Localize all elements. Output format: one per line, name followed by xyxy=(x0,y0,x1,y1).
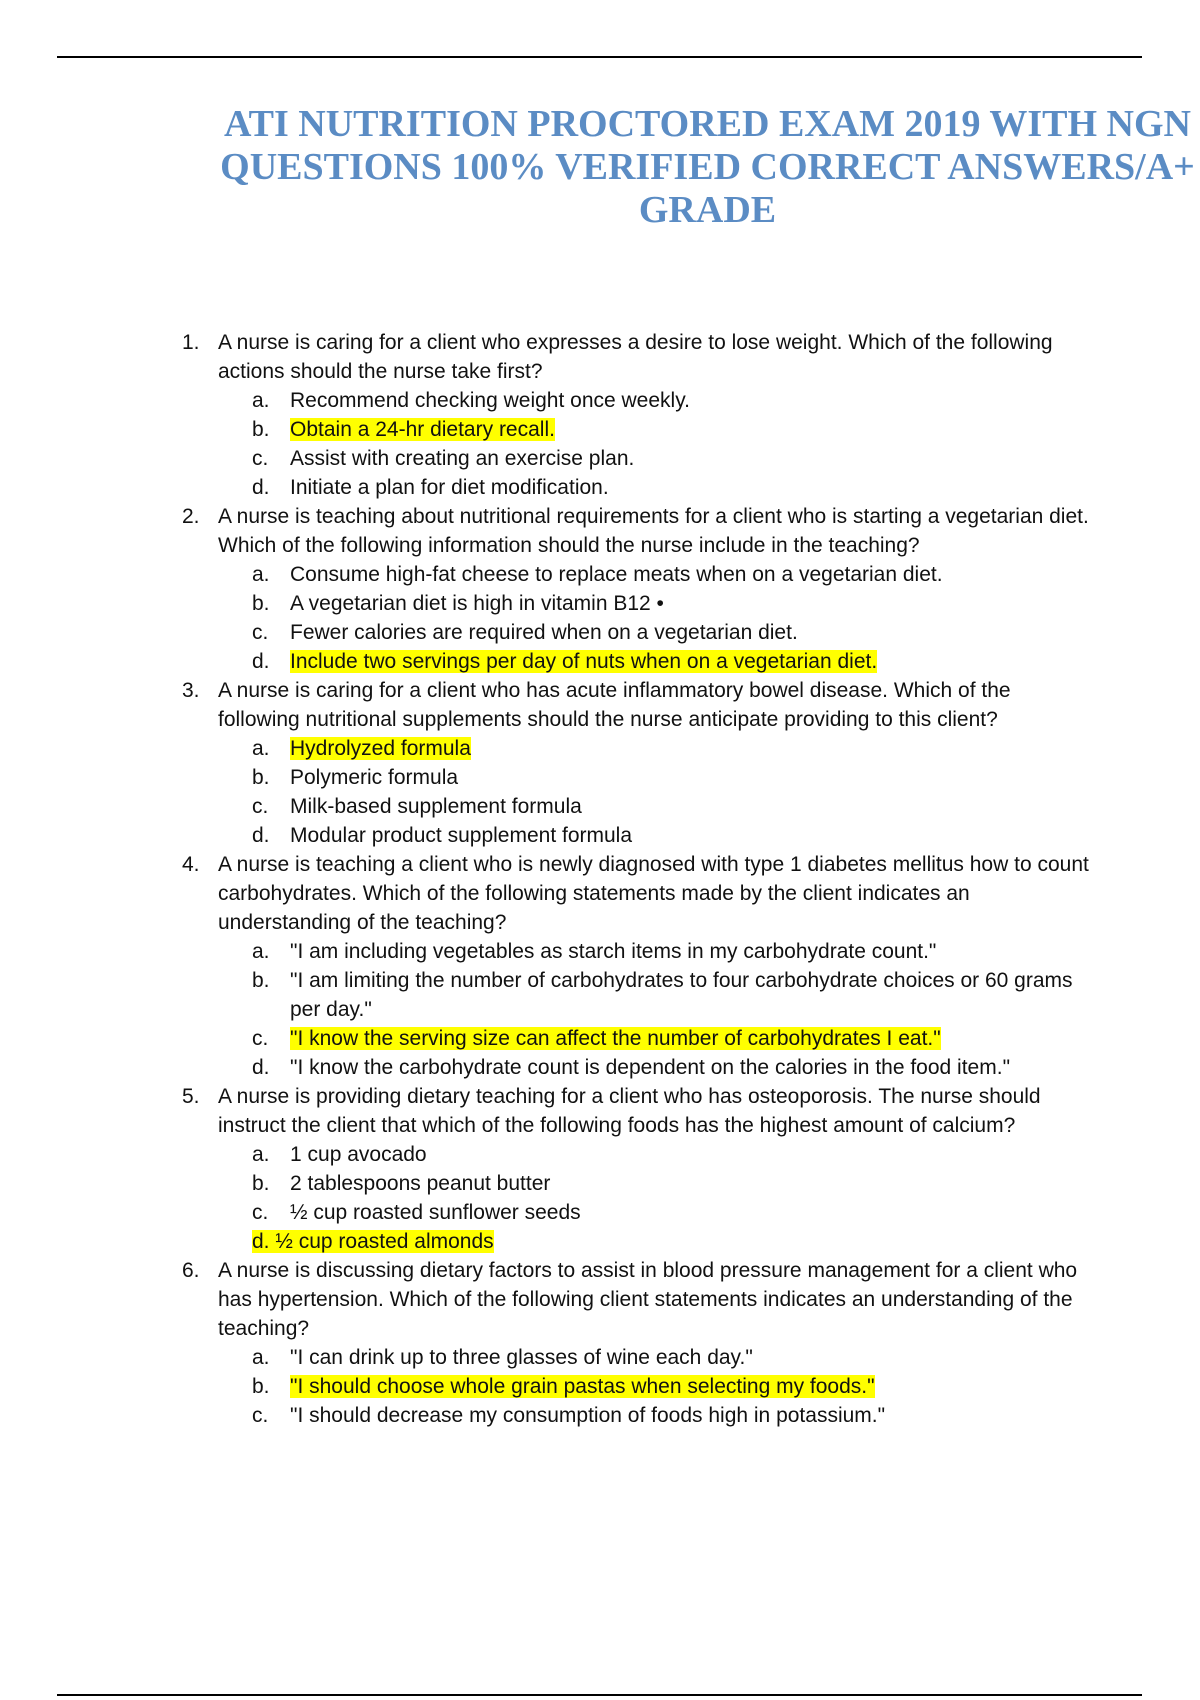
option-item-correct xyxy=(218,647,1096,676)
option-list xyxy=(218,1140,1096,1256)
option-text-highlighted: "I should choose whole grain pastas when selecting my foods." xyxy=(290,1375,875,1398)
option-letter: c. xyxy=(252,1201,269,1224)
option-item xyxy=(218,763,1096,792)
option-text: "I am limiting the number of carbohydrates to four carbohydrate choices or 60 grams per day." xyxy=(290,969,1073,1021)
option-letter: a. xyxy=(252,1143,270,1166)
option-text: Fewer calories are required when on a vegetarian diet. xyxy=(290,621,798,644)
option-item xyxy=(218,589,1096,618)
option-letter: b. xyxy=(252,766,270,789)
option-text: "I know the carbohydrate count is dependent on the calories in the food item." xyxy=(290,1056,1011,1079)
option-letter: c. xyxy=(252,447,269,470)
option-item xyxy=(218,966,1096,1024)
option-text: "I should decrease my consumption of foods high in potassium." xyxy=(290,1404,886,1427)
option-letter: b. xyxy=(252,1172,270,1195)
option-text: Initiate a plan for diet modification. xyxy=(290,476,609,499)
question-item xyxy=(176,850,1096,1082)
question-stem: A nurse is providing dietary teaching for a client who has osteoporosis. The nurse should instruct the client that which of the following foods has the highest amount of calcium? xyxy=(218,1085,1041,1137)
option-item-correct xyxy=(218,1227,1096,1256)
question-list xyxy=(176,328,1096,1430)
option-text: "I am including vegetables as starch items in my carbohydrate count." xyxy=(290,940,937,963)
option-text-highlighted: Obtain a 24-hr dietary recall. xyxy=(290,418,555,441)
option-list xyxy=(218,734,1096,850)
question-stem: A nurse is caring for a client who has acute inflammatory bowel disease. Which of the following nutritional supplements should the nurse anticipate providing to this client? xyxy=(218,679,1011,731)
question-number: 4. xyxy=(182,853,200,876)
option-letter: c. xyxy=(252,795,269,818)
question-stem: A nurse is caring for a client who expresses a desire to lose weight. Which of the following actions should the nurse take first? xyxy=(218,331,1053,383)
option-letter: a. xyxy=(252,563,270,586)
question-stem: A nurse is teaching a client who is newly diagnosed with type 1 diabetes mellitus how to count carbohydrates. Which of the following statements made by the client indicates an understanding of the teaching? xyxy=(218,853,1089,934)
option-item xyxy=(218,618,1096,647)
option-text: Consume high-fat cheese to replace meats when on a vegetarian diet. xyxy=(290,563,943,586)
question-number: 3. xyxy=(182,679,200,702)
option-letter: b. xyxy=(252,969,270,992)
option-letter: d. xyxy=(252,1230,270,1253)
option-letter: b. xyxy=(252,592,270,615)
option-letter: a. xyxy=(252,1346,270,1369)
option-letter: d. xyxy=(252,476,270,499)
question-number: 6. xyxy=(182,1259,200,1282)
option-letter: b. xyxy=(252,1375,270,1398)
option-text: Milk-based supplement formula xyxy=(290,795,582,818)
option-text: "I can drink up to three glasses of wine each day." xyxy=(290,1346,753,1369)
option-item-correct xyxy=(218,415,1096,444)
option-item-correct xyxy=(218,1024,1096,1053)
question-item xyxy=(176,676,1096,850)
question-stem: A nurse is discussing dietary factors to assist in blood pressure management for a client who has hypertension. Which of the following client statements indicates an understanding of the teaching? xyxy=(218,1259,1078,1340)
option-text: Polymeric formula xyxy=(290,766,459,789)
option-highlight-block xyxy=(252,1230,494,1253)
option-letter: d. xyxy=(252,1056,270,1079)
option-item xyxy=(218,1198,1096,1227)
option-item xyxy=(218,386,1096,415)
question-number: 2. xyxy=(182,505,200,528)
question-item xyxy=(176,502,1096,676)
option-letter: b. xyxy=(252,418,270,441)
option-list xyxy=(218,937,1096,1082)
option-item xyxy=(218,1053,1096,1082)
question-item xyxy=(176,1082,1096,1256)
option-text: A vegetarian diet is high in vitamin B12 • xyxy=(290,592,664,615)
option-text-highlighted: Include two servings per day of nuts when on a vegetarian diet. xyxy=(290,650,878,673)
question-stem: A nurse is teaching about nutritional requirements for a client who is starting a vegetarian diet. Which of the following information should the nurse include in the teaching? xyxy=(218,505,1089,557)
option-letter: c. xyxy=(252,1404,269,1427)
option-letter: c. xyxy=(252,1027,269,1050)
option-letter: d. xyxy=(252,824,270,847)
option-text-highlighted: Hydrolyzed formula xyxy=(290,737,471,760)
option-letter: c. xyxy=(252,621,269,644)
option-letter: a. xyxy=(252,389,270,412)
option-text: 1 cup avocado xyxy=(290,1143,427,1166)
option-text: Assist with creating an exercise plan. xyxy=(290,447,635,470)
option-item xyxy=(218,444,1096,473)
option-item xyxy=(218,1343,1096,1372)
question-item xyxy=(176,328,1096,502)
document-title: ATI NUTRITION PROCTORED EXAM 2019 WITH NGN QUESTIONS 100% VERIFIED CORRECT ANSWERS/A+ GRADE xyxy=(220,103,1195,231)
option-list xyxy=(218,560,1096,676)
option-letter: a. xyxy=(252,940,270,963)
question-item xyxy=(176,1256,1096,1430)
option-list xyxy=(218,386,1096,502)
bottom-rule xyxy=(57,1694,1142,1696)
option-item xyxy=(218,1169,1096,1198)
option-list xyxy=(218,1343,1096,1430)
option-letter: d. xyxy=(252,650,270,673)
question-number: 1. xyxy=(182,331,200,354)
question-number: 5. xyxy=(182,1085,200,1108)
option-text-highlighted: "I know the serving size can affect the number of carbohydrates I eat." xyxy=(290,1027,941,1050)
option-text: Modular product supplement formula xyxy=(290,824,633,847)
option-item xyxy=(218,821,1096,850)
option-item-correct xyxy=(218,734,1096,763)
option-text: ½ cup roasted sunflower seeds xyxy=(290,1201,581,1224)
option-item-correct xyxy=(218,1372,1096,1401)
option-item xyxy=(218,1401,1096,1430)
option-text: 2 tablespoons peanut butter xyxy=(290,1172,551,1195)
top-rule xyxy=(57,56,1142,58)
option-item xyxy=(218,473,1096,502)
option-letter: a. xyxy=(252,737,270,760)
option-text: Recommend checking weight once weekly. xyxy=(290,389,690,412)
option-item xyxy=(218,560,1096,589)
option-item xyxy=(218,792,1096,821)
option-item xyxy=(218,937,1096,966)
option-item xyxy=(218,1140,1096,1169)
option-text-highlighted: ½ cup roasted almonds xyxy=(275,1230,494,1253)
